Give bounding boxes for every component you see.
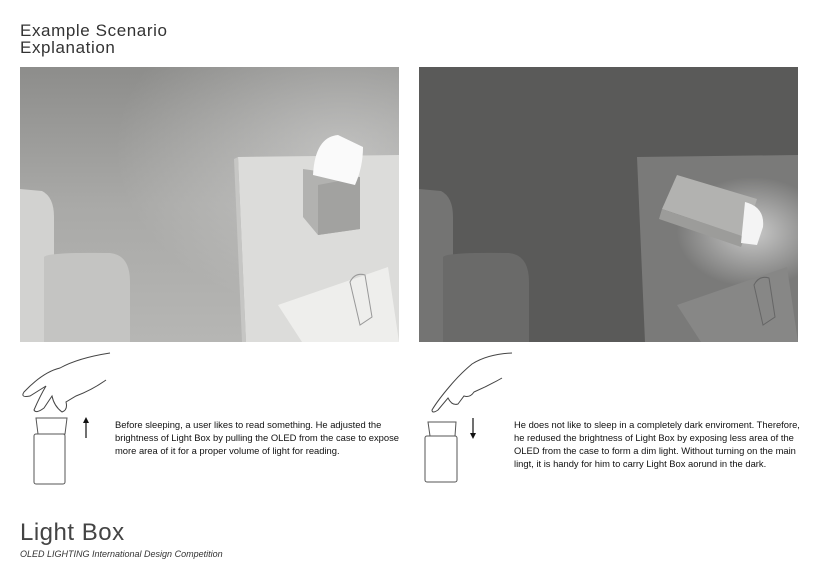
heading-line-2: Explanation — [20, 38, 116, 57]
bright-reading-photo — [20, 67, 399, 342]
heading-line-1: Example Scenario — [20, 21, 168, 40]
pull-up-sketch — [18, 350, 114, 488]
competition-subtitle: OLED LIGHTING International Design Competition — [20, 549, 223, 559]
bright-scene-caption: Before sleeping, a user likes to read something. He adjusted the brightness of Light Box by pulling the OLED from the case to expose more area of it for a proper volume of light for reading. — [115, 419, 400, 456]
down-arrow-icon — [470, 418, 476, 439]
up-arrow-icon — [83, 417, 89, 438]
push-down-sketch — [418, 350, 514, 488]
dim-scene-caption: He does not like to sleep in a completely dark enviroment. Therefore, he redused the brightness of Light Box by exposing less area of the OLED from the case to form a dim light. Without turning on the main lingt, it is handy for him to carry Light Box aorund in the dark. — [514, 419, 800, 469]
dim-light-photo — [419, 67, 798, 342]
product-title: Light Box — [20, 519, 125, 546]
page-heading — [20, 22, 168, 56]
